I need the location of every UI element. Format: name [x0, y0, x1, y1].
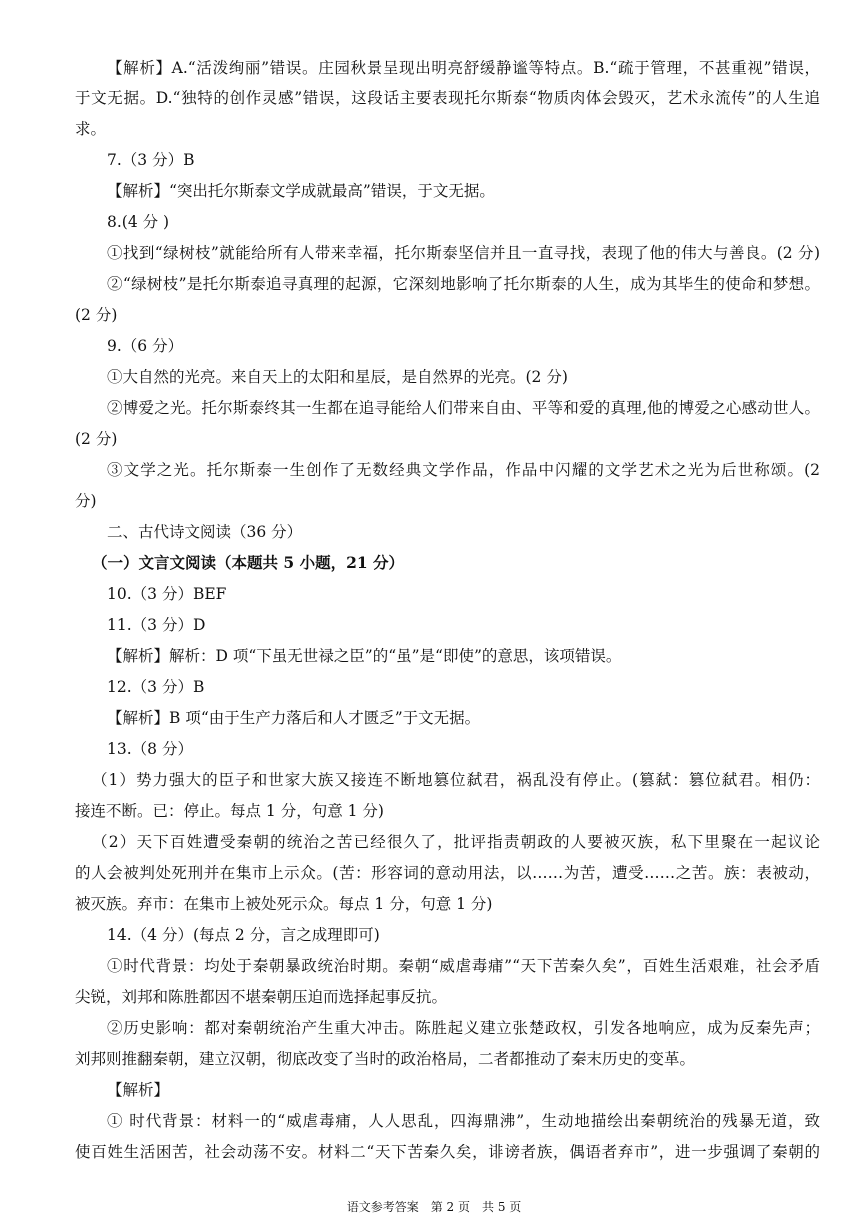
- text-line: 12.（3 分）B: [107, 678, 205, 696]
- text-line: 被灭族。弃市：在集市上被处死示众。每点 1 分，句意 1 分): [75, 895, 493, 913]
- text-line: 9.（6 分）: [107, 337, 184, 355]
- text-line: ③文学之光。托尔斯泰一生创作了无数经典文学作品，作品中闪耀的文学艺术之光为后世称颂。(2: [107, 461, 820, 479]
- text-line: 的人会被判处死刑并在集市上示众。(苦：形容词的意动用法，以……为苦，遭受……之苦。族：表被动，: [75, 864, 820, 882]
- text-line: 【解析】B 项“由于生产力落后和人才匮乏”于文无据。: [107, 709, 481, 727]
- text-line: 于文无据。D.“独特的创作灵感”错误，这段话主要表现托尔斯泰“物质肉体会毁灭，艺术永流传”的人生追: [75, 89, 820, 107]
- text-line: 【解析】“突出托尔斯泰文学成就最高”错误，于文无据。: [107, 182, 495, 200]
- text-line: 接连不断。已：停止。每点 1 分，句意 1 分): [75, 802, 384, 820]
- text-line: ②“绿树枝”是托尔斯泰追寻真理的起源，它深刻地影响了托尔斯泰的人生，成为其毕生的使命和梦想。: [107, 275, 820, 293]
- text-line: 【解析】解析：D 项“下虽无世禄之臣”的“虽”是“即使”的意思，该项错误。: [107, 647, 622, 665]
- text-line: ②历史影响：都对秦朝统治产生重大冲击。陈胜起义建立张楚政权，引发各地响应，成为反秦先声；: [107, 1019, 820, 1037]
- text-line: 10.（3 分）BEF: [107, 585, 227, 603]
- text-line: ①大自然的光亮。来自天上的太阳和星辰，是自然界的光亮。(2 分): [107, 368, 568, 386]
- text-line: 14.（4 分）(每点 2 分，言之成理即可): [107, 926, 380, 944]
- text-line: 【解析】A.“活泼绚丽”错误。庄园秋景呈现出明亮舒缓静谧等特点。B.“疏于管理，不甚重视”错误，: [107, 59, 820, 77]
- text-line: (2 分): [75, 306, 118, 324]
- text-line: 7.（3 分）B: [107, 151, 195, 169]
- text-line: 求。: [75, 120, 107, 138]
- text-line: 尖锐，刘邦和陈胜都因不堪秦朝压迫而选择起事反抗。: [75, 988, 448, 1006]
- text-line: 8.(4 分 ): [107, 213, 170, 231]
- text-line: （2）天下百姓遭受秦朝的统治之苦已经很久了，批评指责朝政的人要被灭族，私下里聚在一起议论: [92, 833, 820, 851]
- text-line: ①找到“绿树枝”就能给所有人带来幸福，托尔斯泰坚信并且一直寻找，表现了他的伟大与善良。(2 分): [107, 244, 820, 262]
- text-line: 分): [75, 492, 97, 510]
- text-line: ①时代背景：均处于秦朝暴政统治时期。秦朝“威虐毒痡”“天下苦秦久矣”，百姓生活艰难，社会矛盾: [107, 957, 820, 975]
- text-line: ②博爱之光。托尔斯泰终其一生都在追寻能给人们带来自由、平等和爱的真理,他的博爱之心感动世人。: [107, 399, 820, 417]
- text-line: 13.（8 分）: [107, 740, 193, 758]
- page-footer: 语文参考答案 第 2 页 共 5 页: [346, 1200, 522, 1214]
- text-line: 使百姓生活困苦，社会动荡不安。材料二“天下苦秦久矣，诽谤者族，偶语者弃市”，进一步强调了秦朝的: [75, 1143, 820, 1161]
- subsection-heading: （一）文言文阅读（本题共 5 小题，21 分）: [92, 553, 405, 572]
- text-line: （1）势力强大的臣子和世家大族又接连不断地篡位弑君，祸乱没有停止。(篡弑：篡位弑君。相仍：: [92, 771, 820, 789]
- text-line: (2 分): [75, 430, 118, 448]
- section-heading: 二、古代诗文阅读（36 分）: [107, 523, 303, 541]
- text-line: ① 时代背景：材料一的“威虐毒痡，人人思乱，四海鼎沸”，生动地描绘出秦朝统治的残暴无道，致: [107, 1112, 820, 1130]
- text-line: 11.（3 分）D: [107, 616, 206, 634]
- text-line: 【解析】: [107, 1081, 170, 1099]
- text-line: 刘邦则推翻秦朝，建立汉朝，彻底改变了当时的政治格局，二者都推动了秦末历史的变革。: [75, 1050, 696, 1068]
